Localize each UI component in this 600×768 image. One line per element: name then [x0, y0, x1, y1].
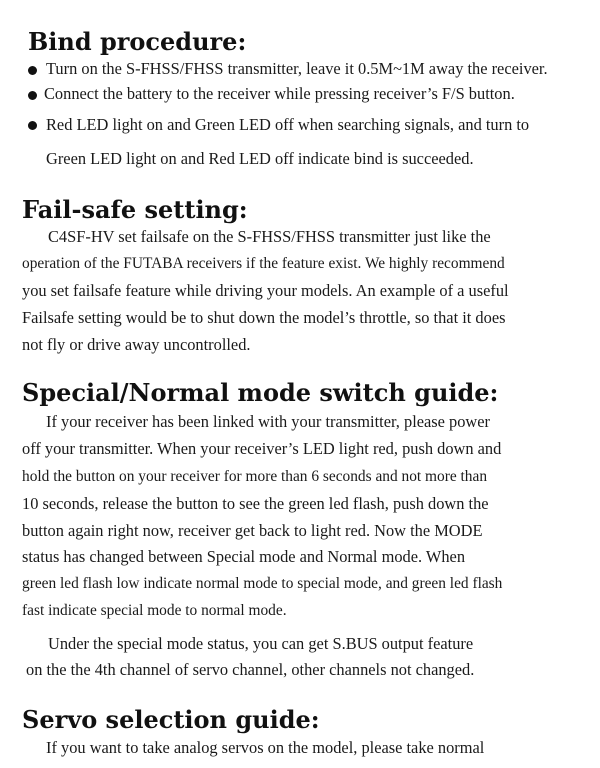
bind-step-3-line-1: Red LED light on and Green LED off when searching signals, and turn to	[46, 115, 530, 134]
mode-line: hold the button on your receiver for more than 6 seconds and not more than	[22, 468, 488, 485]
failsafe-line: not fly or drive away uncontrolled.	[22, 335, 251, 354]
failsafe-heading: Fail-safe setting:	[22, 195, 248, 224]
bind-step-1: Turn on the S-FHSS/FHSS transmitter, leave it 0.5M~1M away the receiver.	[46, 59, 548, 78]
failsafe-line: Failsafe setting would be to shut down the model’s throttle, so that it does	[22, 308, 506, 327]
mode-line: Under the special mode status, you can get S.BUS output feature	[48, 634, 474, 653]
mode-line: fast indicate special mode to normal mode.	[22, 602, 287, 619]
mode-heading: Special/Normal mode switch guide:	[22, 378, 499, 407]
mode-line: on the the 4th channel of servo channel, other channels not changed.	[26, 660, 475, 679]
bullet-dot	[26, 64, 38, 76]
servo-heading: Servo selection guide:	[22, 705, 320, 734]
servo-line: If you want to take analog servos on the model, please take normal	[46, 738, 485, 757]
failsafe-line: C4SF-HV set failsafe on the S-FHSS/FHSS transmitter just like the	[48, 227, 491, 246]
bullet-dot	[26, 119, 38, 131]
bind-step-3-line-2: Green LED light on and Red LED off indicate bind is succeeded.	[46, 149, 474, 168]
mode-line: button again right now, receiver get back to light red. Now the MODE	[22, 521, 483, 540]
bullet-dot	[26, 89, 38, 101]
mode-line: 10 seconds, release the button to see the green led flash, push down the	[22, 494, 489, 513]
failsafe-line: you set failsafe feature while driving your models. An example of a useful	[22, 281, 509, 300]
bind-heading: Bind procedure:	[28, 27, 247, 56]
mode-line: If your receiver has been linked with your transmitter, please power	[46, 412, 491, 431]
mode-line: off your transmitter. When your receiver’s LED light red, push down and	[22, 439, 502, 458]
failsafe-line: operation of the FUTABA receivers if the feature exist. We highly recommend	[22, 255, 505, 272]
mode-line: status has changed between Special mode and Normal mode. When	[22, 547, 466, 566]
mode-line: green led flash low indicate normal mode to special mode, and green led flash	[22, 575, 503, 592]
bind-step-2: Connect the battery to the receiver while pressing receiver’s F/S button.	[44, 84, 515, 103]
